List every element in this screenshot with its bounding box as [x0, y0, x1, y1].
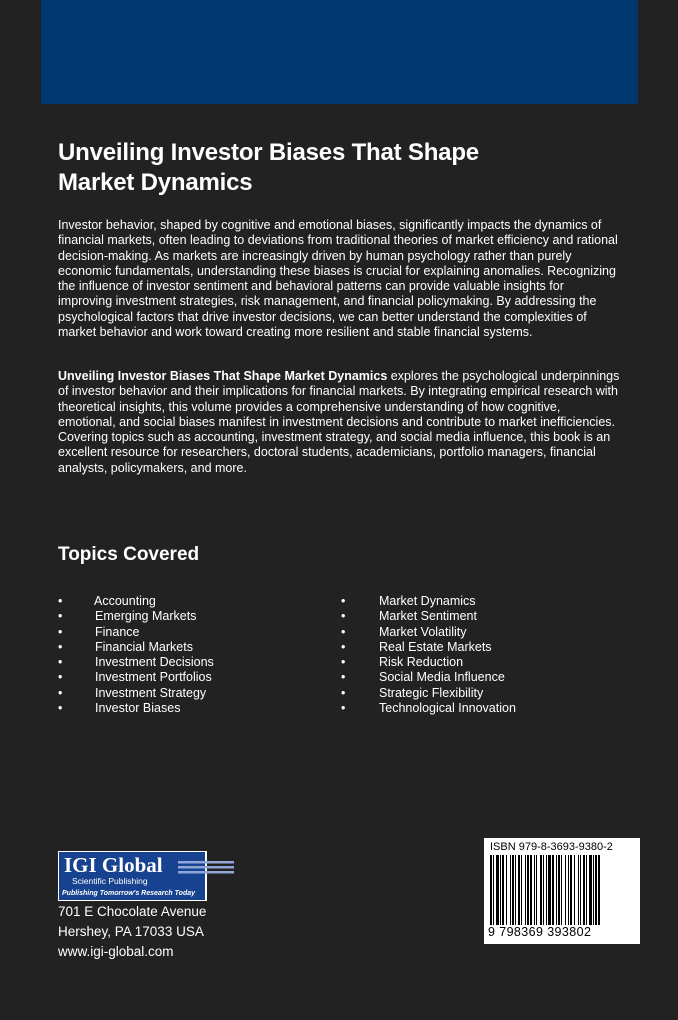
- barcode-bar: [543, 855, 544, 925]
- bullet-icon: •: [341, 685, 346, 700]
- logo-subtitle: Scientific Publishing: [72, 876, 148, 886]
- barcode-bar: [540, 855, 542, 925]
- logo-tagline: Publishing Tomorrow's Research Today: [62, 890, 196, 897]
- barcode-bar: [558, 855, 560, 925]
- publisher-address-line2: Hershey, PA 17033 USA: [58, 924, 204, 939]
- bullet-icon: •: [58, 655, 63, 670]
- bullet-icon: •: [341, 609, 346, 624]
- barcode-bar: [525, 855, 526, 925]
- barcode-bar: [546, 855, 547, 925]
- description-book-title: Unveiling Investor Biases That Shape Market Dynamics: [58, 369, 388, 383]
- bullet-icon: •: [58, 701, 63, 716]
- topic-label: Finance: [95, 624, 140, 639]
- publisher-website[interactable]: www.igi-global.com: [58, 944, 174, 959]
- title-line-2: Market Dynamics: [58, 169, 253, 196]
- bullet-icon: •: [341, 655, 346, 670]
- topic-label: Investment Decisions: [95, 655, 214, 670]
- barcode-bar: [536, 855, 537, 925]
- barcode-bar: [552, 855, 554, 925]
- bullet-icon: •: [58, 639, 63, 654]
- description-paragraph-2-text: explores the psychological underpinnings of investor behavior and their implications for financial markets. By integrating empirical research with theoretical insights, this volume provides a comprehensive understanding of how cognitive, emotional, and social biases manifest in investment decisions and contribute to market inefficiencies. Covering topics such as accounting, investment strategy, and social media influence, this book is an excellent resource for researchers, doctoral students, academicians, portfolio managers, financial analysts, policymakers, and more.: [58, 369, 620, 475]
- topic-label: Real Estate Markets: [379, 639, 492, 654]
- barcode-bar: [556, 855, 557, 925]
- description-paragraph-1: Investor behavior, shaped by cognitive and emotional biases, significantly impacts the dynamics of financial markets, often leading to deviations from traditional theories of market efficiency and rational decision-making. As markets are increasingly driven by human psychology rather than purely economic fundamentals, understanding these biases is crucial for explaining anomalies. Recognizing the influence of investor sentiment and behavioral patterns can provide valuable insights for improving investment strategies, risk management, and financial policymaking. By addressing the psychological factors that drive investor decisions, we can better understand the complexities of market behavior and work toward creating more resilient and stable financial systems.: [58, 218, 618, 340]
- topic-label: Financial Markets: [95, 639, 193, 654]
- topic-label: Technological Innovation: [379, 701, 516, 716]
- bullet-icon: •: [58, 685, 63, 700]
- barcode-bar: [490, 855, 492, 925]
- barcode-bar: [598, 855, 600, 925]
- title-line-1: Unveiling Investor Biases That Shape: [58, 139, 479, 166]
- igi-global-logo: [58, 851, 234, 901]
- barcode-bar: [521, 855, 522, 925]
- barcode-bar: [589, 855, 592, 925]
- bullet-icon: •: [58, 594, 63, 608]
- topic-label: Social Media Influence: [379, 670, 505, 685]
- isbn-barcode: [484, 838, 640, 944]
- publisher-address-line1: 701 E Chocolate Avenue: [58, 904, 207, 919]
- barcode-bar: [548, 855, 551, 925]
- topic-label: Market Dynamics: [379, 594, 476, 608]
- topics-heading: Topics Covered: [58, 544, 200, 565]
- barcode-bar: [500, 855, 501, 925]
- topic-label: Investor Biases: [95, 701, 181, 716]
- barcode-bar: [583, 855, 585, 925]
- topic-label: Investment Portfolios: [95, 670, 212, 685]
- barcode-bar: [527, 855, 529, 925]
- bullet-icon: •: [341, 624, 346, 639]
- barcode-bar: [595, 855, 597, 925]
- topic-label: Market Sentiment: [379, 609, 477, 624]
- bullet-icon: •: [58, 624, 63, 639]
- barcode-bar: [512, 855, 514, 925]
- topic-label: Investment Strategy: [95, 685, 207, 700]
- bullet-icon: •: [58, 670, 63, 685]
- barcode-bar: [493, 855, 494, 925]
- bullet-icon: •: [341, 594, 346, 608]
- barcode-bar: [574, 855, 575, 925]
- topic-label: Strategic Flexibility: [379, 685, 484, 700]
- barcode-bars-icon: [490, 855, 634, 925]
- topic-label: Emerging Markets: [95, 609, 197, 624]
- barcode-bar: [530, 855, 532, 925]
- bullet-icon: •: [58, 609, 63, 624]
- topic-label: Market Volatility: [379, 624, 467, 639]
- description-paragraph-2: [58, 369, 620, 476]
- barcode-bar: [518, 855, 520, 925]
- barcode-bar: [578, 855, 579, 925]
- barcode-bar: [496, 855, 499, 925]
- barcode-bar: [502, 855, 504, 925]
- logo-stripes-icon: [178, 861, 234, 874]
- barcode-bar: [565, 855, 566, 925]
- bullet-icon: •: [341, 701, 346, 716]
- barcode-bar: [580, 855, 581, 925]
- barcode-bar: [570, 855, 572, 925]
- barcode-bar: [506, 855, 507, 925]
- barcode-bar: [568, 855, 569, 925]
- bullet-icon: •: [341, 639, 346, 654]
- barcode-bar: [593, 855, 594, 925]
- bullet-icon: •: [341, 670, 346, 685]
- topic-label: Risk Reduction: [379, 655, 464, 670]
- barcode-bar: [534, 855, 535, 925]
- book-title: [58, 138, 618, 198]
- barcode-bar: [561, 855, 562, 925]
- topic-label: Accounting: [94, 594, 156, 608]
- barcode-bar: [586, 855, 587, 925]
- barcode-bar: [515, 855, 516, 925]
- barcode-number: 9 798369 393802: [488, 925, 592, 939]
- isbn-label: ISBN 979-8-3693-9380-2: [490, 841, 613, 853]
- barcode-bar: [510, 855, 511, 925]
- logo-name: IGI Global: [64, 853, 163, 877]
- top-color-band: [41, 0, 638, 104]
